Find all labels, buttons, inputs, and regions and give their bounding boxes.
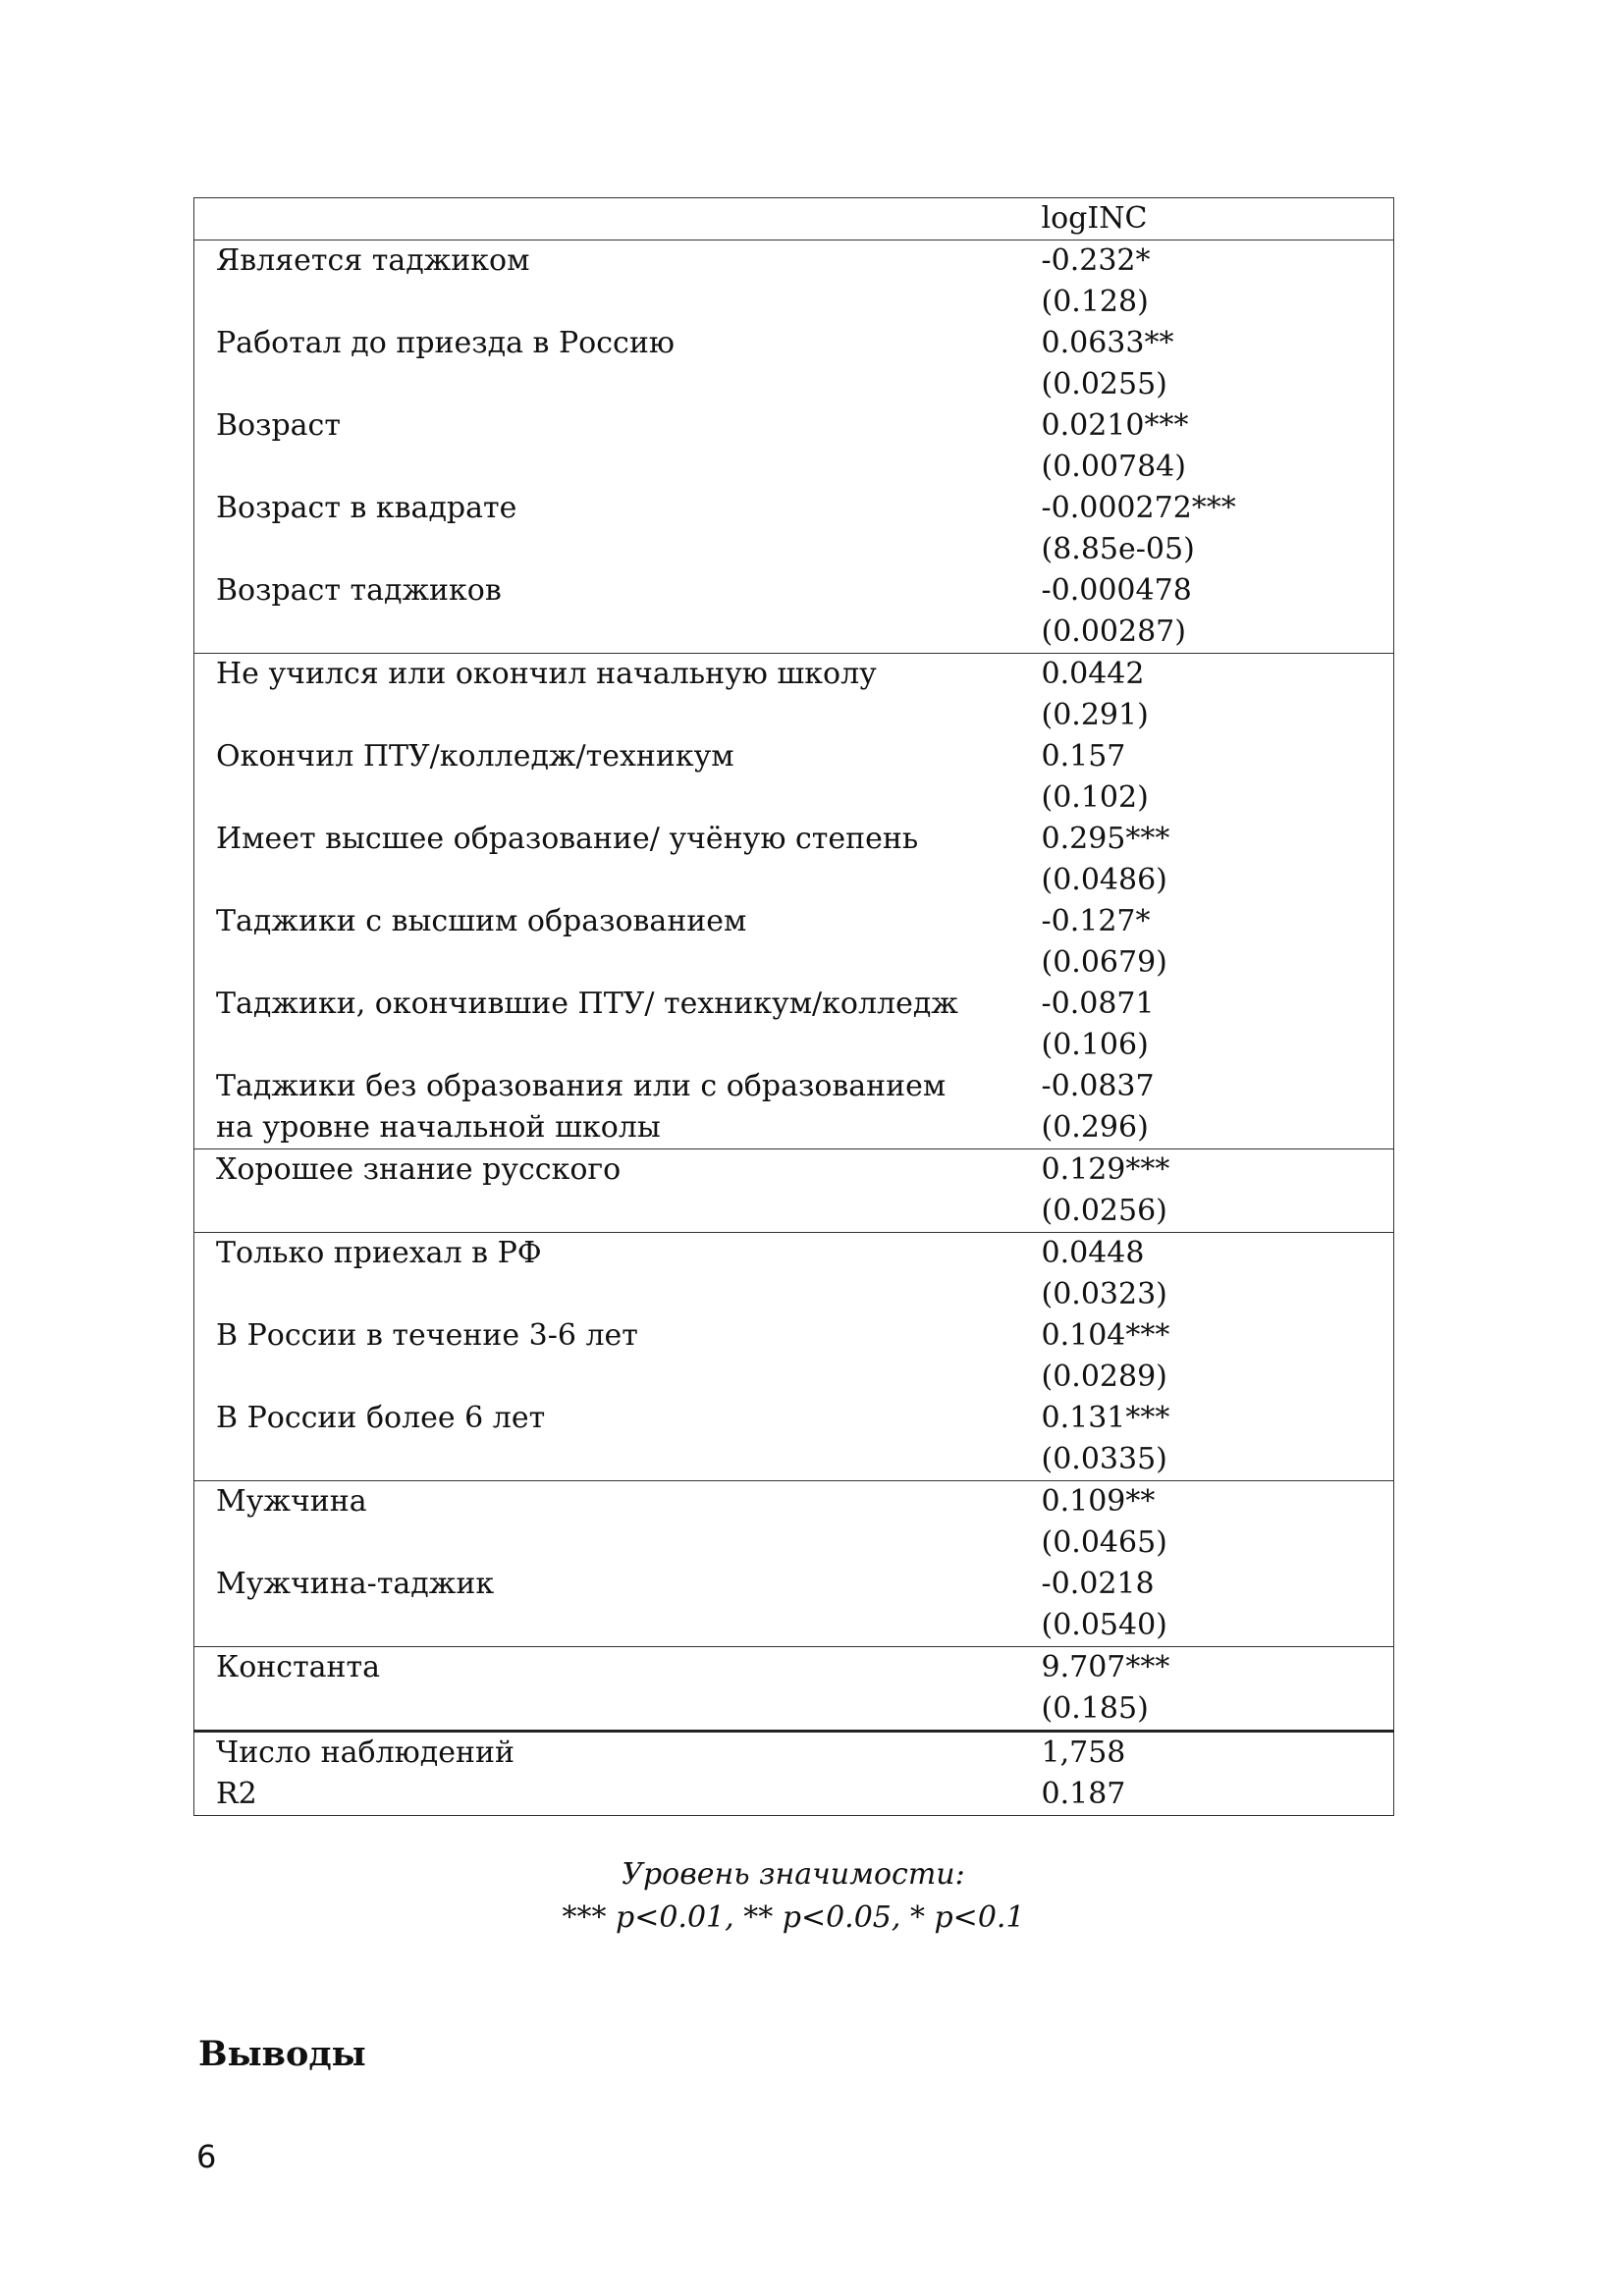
standard-error-value: (0.106) bbox=[1041, 1028, 1149, 1062]
table-row-coefficient bbox=[194, 1066, 1394, 1107]
coefficient-value: 0.0442 bbox=[1041, 657, 1145, 691]
coefficient-value: 9.707*** bbox=[1041, 1650, 1170, 1684]
table-group bbox=[194, 1647, 1394, 1732]
table-row-standard-error bbox=[194, 1605, 1394, 1647]
coefficient-value: 0.129*** bbox=[1041, 1152, 1170, 1187]
table-row-coefficient bbox=[194, 488, 1394, 529]
table-row-coefficient bbox=[194, 405, 1394, 447]
standard-error-value: (0.0335) bbox=[1041, 1442, 1167, 1476]
table-row-standard-error bbox=[194, 612, 1394, 654]
coefficient-value: 0.295*** bbox=[1041, 822, 1170, 856]
coefficient-value: 0.0210*** bbox=[1041, 408, 1189, 443]
significance-notes-title: Уровень значимости: bbox=[622, 1857, 965, 1892]
row-label: Имеет высшее образование/ учёную степень bbox=[216, 822, 919, 856]
table-row-standard-error bbox=[194, 1357, 1394, 1398]
standard-error-value: (8.85e-05) bbox=[1041, 532, 1195, 566]
table-row-standard-error bbox=[194, 1522, 1394, 1564]
standard-error-value: (0.185) bbox=[1041, 1691, 1149, 1726]
table-row-coefficient bbox=[194, 1149, 1394, 1192]
table-row-standard-error bbox=[194, 1439, 1394, 1481]
coefficient-value: 0.0633** bbox=[1041, 326, 1174, 360]
row-label: Является таджиком bbox=[216, 243, 530, 278]
row-label-empty bbox=[194, 1688, 1020, 1732]
table-row-coefficient bbox=[194, 819, 1394, 860]
row-label: Таджики без образования или с образованием bbox=[216, 1069, 947, 1103]
statistic-value: 0.187 bbox=[1041, 1777, 1126, 1811]
coefficient-value: -0.000478 bbox=[1041, 573, 1192, 608]
coefficient-value: 0.0448 bbox=[1041, 1236, 1145, 1270]
table-row-standard-error bbox=[194, 364, 1394, 405]
table-stats-group bbox=[194, 1732, 1394, 1816]
table-group bbox=[194, 654, 1394, 1149]
table-row-coefficient bbox=[194, 1564, 1394, 1605]
table-group bbox=[194, 240, 1394, 654]
table-header-row bbox=[194, 198, 1394, 240]
coefficient-value: -0.000272*** bbox=[1041, 491, 1236, 525]
row-label-empty bbox=[194, 1357, 1020, 1398]
coefficient-value: 0.104*** bbox=[1041, 1318, 1170, 1353]
row-label: Не учился или окончил начальную школу bbox=[216, 657, 877, 691]
column-header-loginc: logINC bbox=[1041, 201, 1148, 236]
table-row-statistic bbox=[194, 1732, 1394, 1775]
table-row-standard-error bbox=[194, 282, 1394, 323]
row-label: Возраст в квадрате bbox=[216, 491, 517, 525]
row-label: Мужчина bbox=[216, 1484, 367, 1519]
regression-table-wrapper bbox=[193, 197, 1393, 1816]
row-label: Работал до приезда в Россию bbox=[216, 326, 675, 360]
table-row-standard-error bbox=[194, 942, 1394, 984]
row-label: В России более 6 лет bbox=[216, 1401, 546, 1435]
coefficient-value: -0.232* bbox=[1041, 243, 1151, 278]
table-row-standard-error bbox=[194, 695, 1394, 736]
row-label-empty bbox=[194, 447, 1020, 488]
table-row-standard-error bbox=[194, 1191, 1394, 1233]
standard-error-value: (0.102) bbox=[1041, 780, 1149, 815]
row-label-continued: на уровне начальной школы bbox=[216, 1110, 661, 1145]
row-label: Хорошее знание русского bbox=[216, 1152, 622, 1187]
standard-error-value: (0.0465) bbox=[1041, 1525, 1167, 1560]
standard-error-value: (0.0256) bbox=[1041, 1194, 1167, 1228]
table-row-coefficient bbox=[194, 736, 1394, 777]
table-row-standard-error bbox=[194, 1274, 1394, 1315]
significance-notes-levels: *** p<0.01, ** p<0.05, * p<0.1 bbox=[562, 1900, 1025, 1935]
row-label-empty bbox=[194, 282, 1020, 323]
table-row-standard-error bbox=[194, 860, 1394, 901]
conclusions-heading: Выводы bbox=[198, 2034, 366, 2074]
row-label: Окончил ПТУ/колледж/техникум bbox=[216, 739, 734, 774]
table-row-standard-error bbox=[194, 777, 1394, 819]
standard-error-value: (0.296) bbox=[1041, 1110, 1149, 1145]
row-label: Возраст таджиков bbox=[216, 573, 502, 608]
row-label-empty bbox=[194, 777, 1020, 819]
row-label-empty bbox=[194, 1605, 1020, 1647]
coefficient-value: -0.0871 bbox=[1041, 987, 1155, 1021]
standard-error-value: (0.0289) bbox=[1041, 1360, 1167, 1394]
row-label-empty bbox=[194, 364, 1020, 405]
standard-error-value: (0.0679) bbox=[1041, 945, 1167, 980]
table-row-coefficient bbox=[194, 654, 1394, 696]
row-label-empty bbox=[194, 1522, 1020, 1564]
standard-error-value: (0.00784) bbox=[1041, 450, 1186, 484]
table-group bbox=[194, 1149, 1394, 1233]
row-label-empty bbox=[194, 612, 1020, 654]
significance-notes bbox=[193, 1853, 1393, 1940]
header-empty-cell bbox=[194, 198, 1020, 240]
row-label-empty bbox=[194, 1191, 1020, 1233]
coefficient-value: 0.157 bbox=[1041, 739, 1126, 774]
row-label-empty bbox=[194, 1025, 1020, 1066]
standard-error-value: (0.0323) bbox=[1041, 1277, 1167, 1311]
table-group bbox=[194, 1233, 1394, 1481]
coefficient-value: -0.0837 bbox=[1041, 1069, 1155, 1103]
statistic-label: Число наблюдений bbox=[216, 1735, 514, 1770]
statistic-value: 1,758 bbox=[1041, 1735, 1126, 1770]
row-label-empty bbox=[194, 695, 1020, 736]
coefficient-value: -0.127* bbox=[1041, 904, 1151, 938]
row-label: Только приехал в РФ bbox=[216, 1236, 542, 1270]
standard-error-value: (0.0255) bbox=[1041, 367, 1167, 401]
table-group bbox=[194, 1481, 1394, 1647]
table-row-standard-error bbox=[194, 529, 1394, 570]
row-label: Возраст bbox=[216, 408, 341, 443]
row-label: В России в течение 3-6 лет bbox=[216, 1318, 638, 1353]
table-row-coefficient bbox=[194, 1315, 1394, 1357]
table-row-standard-error bbox=[194, 447, 1394, 488]
table-row-coefficient bbox=[194, 570, 1394, 612]
row-label: Константа bbox=[216, 1650, 381, 1684]
row-label: Таджики, окончившие ПТУ/ техникум/колледж bbox=[216, 987, 958, 1021]
table-row-coefficient bbox=[194, 1647, 1394, 1689]
row-label-empty bbox=[194, 1274, 1020, 1315]
page-number: 6 bbox=[196, 2138, 217, 2175]
coefficient-value: 0.131*** bbox=[1041, 1401, 1170, 1435]
standard-error-value: (0.128) bbox=[1041, 285, 1149, 319]
standard-error-value: (0.291) bbox=[1041, 698, 1149, 732]
row-label-empty bbox=[194, 860, 1020, 901]
table-row-coefficient bbox=[194, 323, 1394, 364]
table-row-coefficient bbox=[194, 240, 1394, 283]
row-label: Мужчина-таджик bbox=[216, 1567, 495, 1601]
coefficient-value: 0.109** bbox=[1041, 1484, 1156, 1519]
table-row-statistic bbox=[194, 1774, 1394, 1816]
row-label-empty bbox=[194, 529, 1020, 570]
standard-error-value: (0.0486) bbox=[1041, 863, 1167, 897]
coefficient-value: -0.0218 bbox=[1041, 1567, 1155, 1601]
table-row-coefficient bbox=[194, 1481, 1394, 1523]
table-row-coefficient bbox=[194, 901, 1394, 942]
table-row-standard-error bbox=[194, 1688, 1394, 1732]
statistic-label: R2 bbox=[216, 1777, 257, 1811]
row-label-empty bbox=[194, 1439, 1020, 1481]
table-row-coefficient bbox=[194, 1398, 1394, 1439]
row-label: Таджики с высшим образованием bbox=[216, 904, 747, 938]
table-row-coefficient bbox=[194, 984, 1394, 1025]
row-label-empty bbox=[194, 942, 1020, 984]
table-row-standard-error bbox=[194, 1025, 1394, 1066]
regression-table bbox=[193, 197, 1394, 1816]
standard-error-value: (0.0540) bbox=[1041, 1608, 1167, 1642]
table-row-coefficient bbox=[194, 1233, 1394, 1275]
table-row-standard-error bbox=[194, 1107, 1394, 1149]
standard-error-value: (0.00287) bbox=[1041, 614, 1186, 649]
